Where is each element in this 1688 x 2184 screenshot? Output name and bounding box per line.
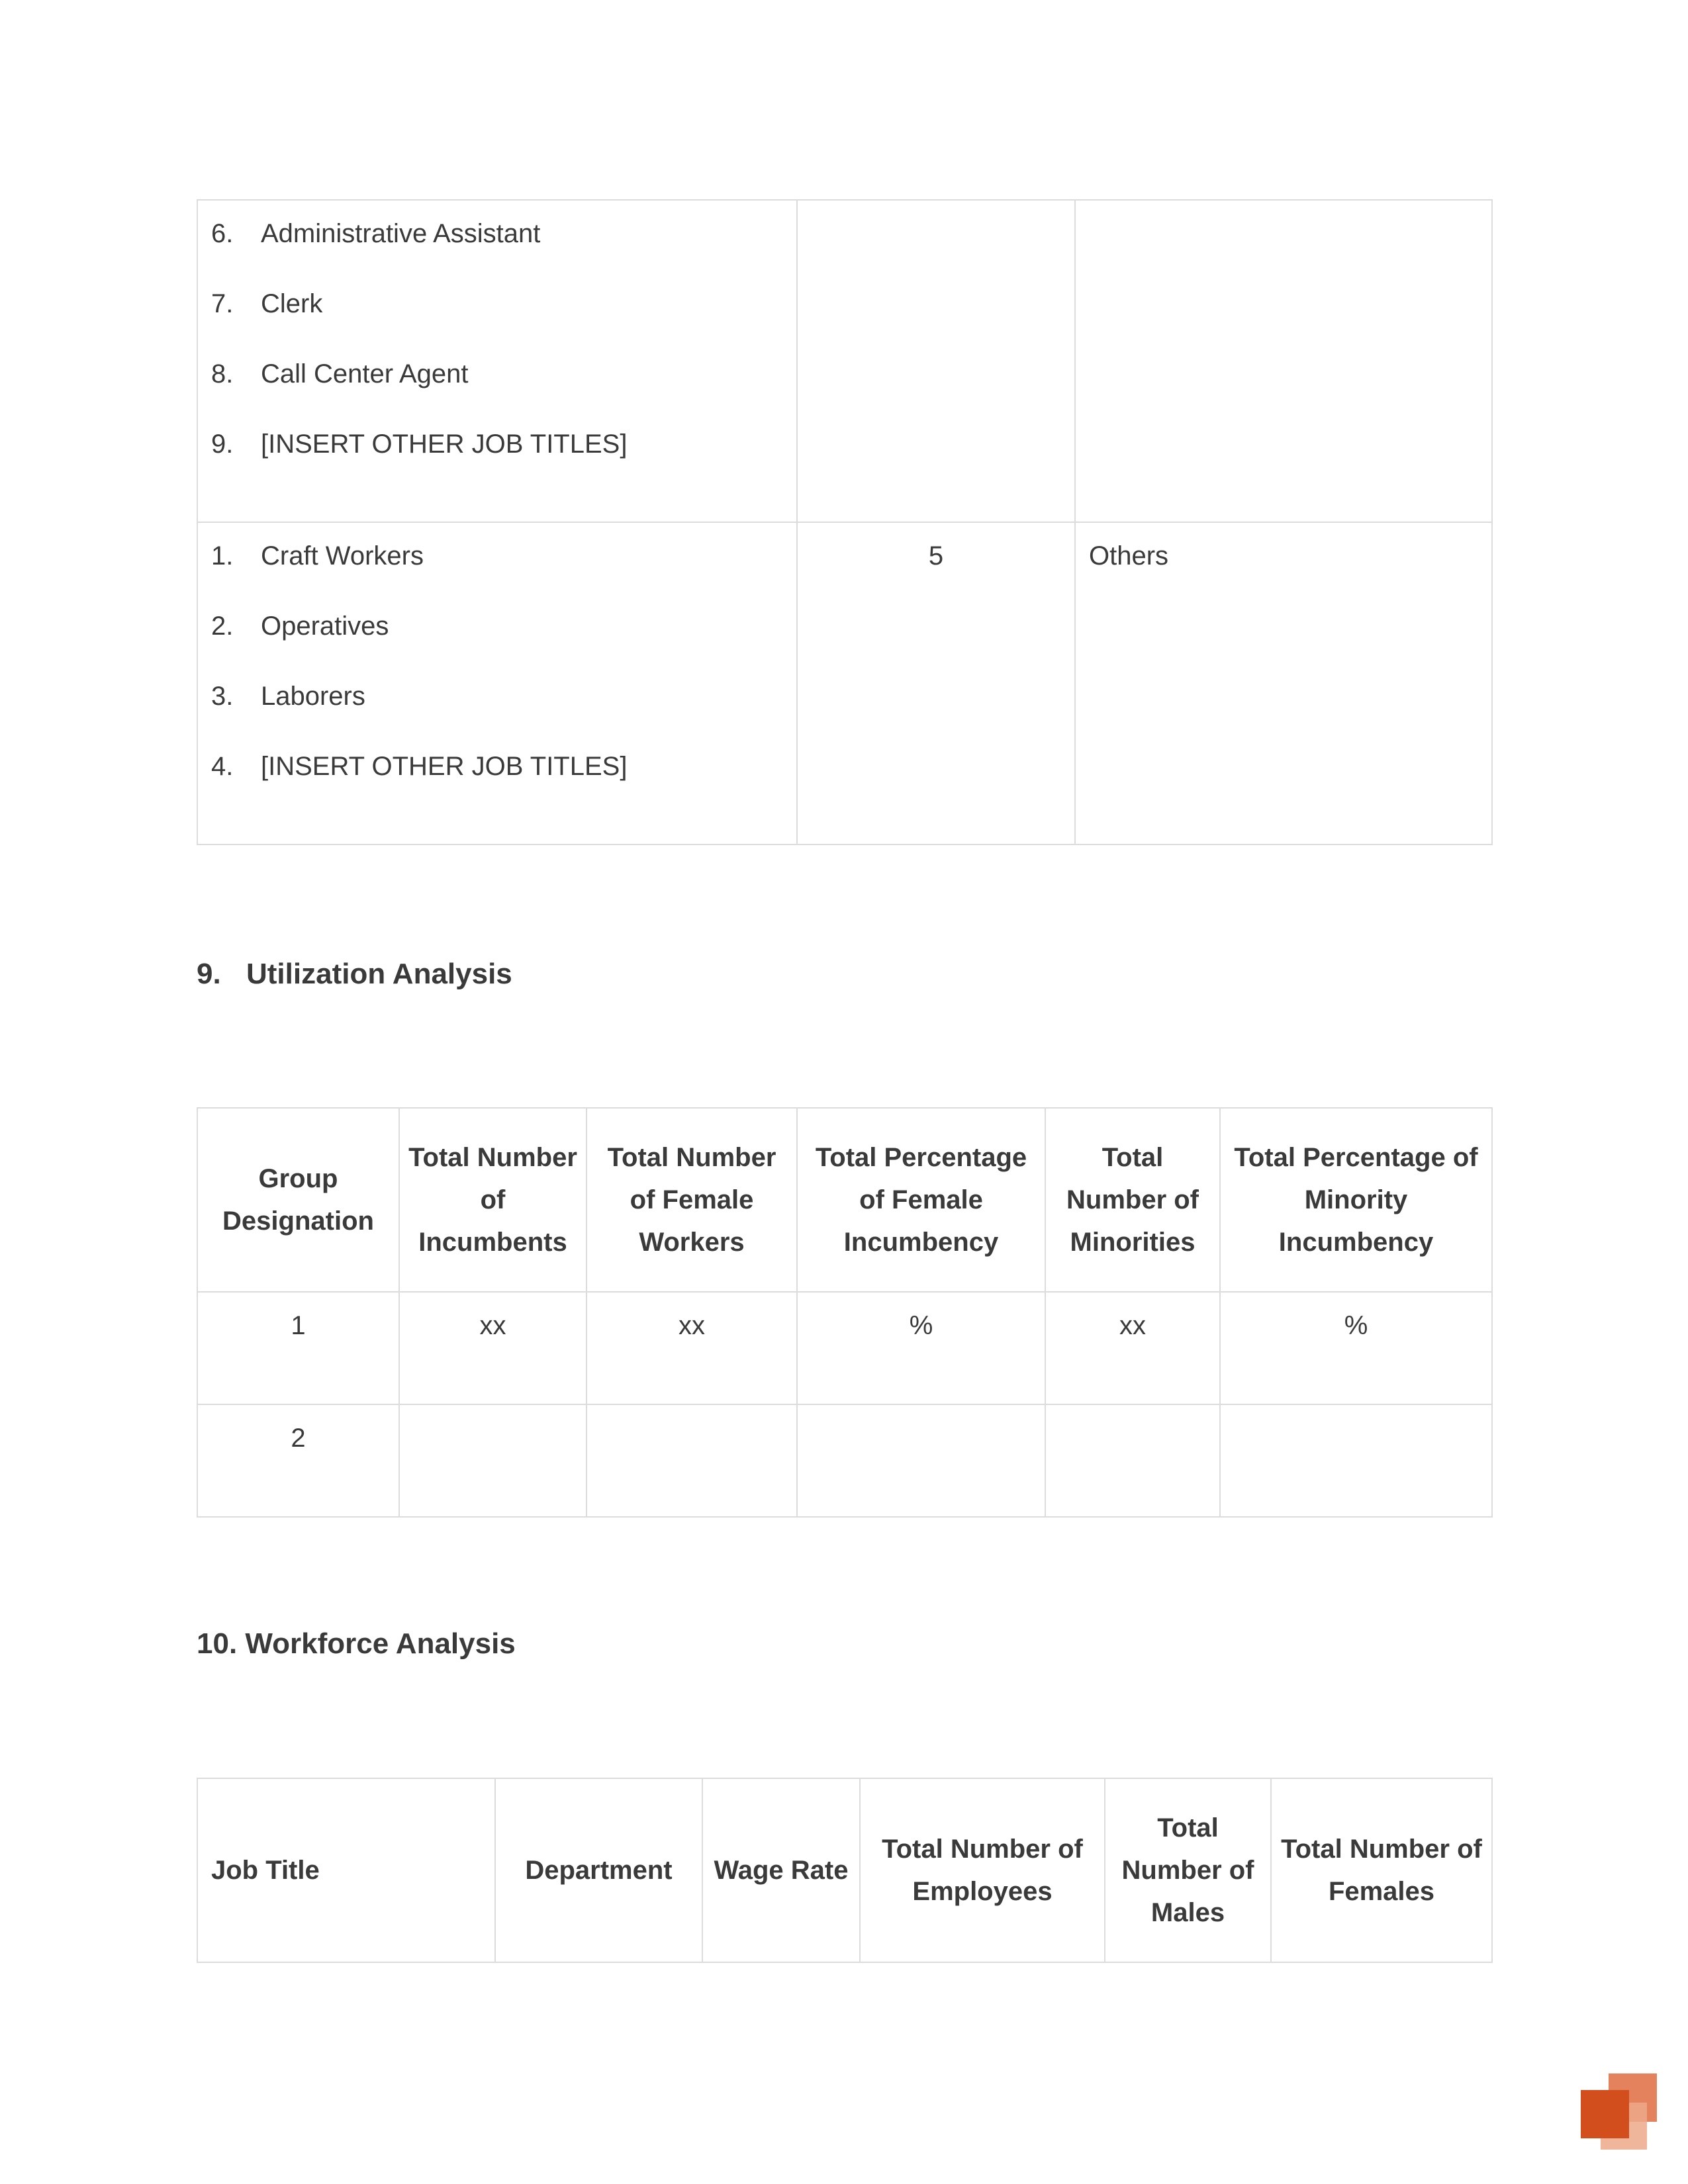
- list-number: 4.: [211, 752, 234, 781]
- job-titles-cell: [197, 522, 797, 844]
- table-row: [197, 1404, 1492, 1517]
- job-title: [INSERT OTHER JOB TITLES]: [261, 430, 628, 459]
- column-header: Job Title: [197, 1778, 495, 1962]
- workforce-heading: [197, 1627, 516, 1661]
- table-cell: %: [797, 1292, 1045, 1404]
- group-category-cell: [1075, 200, 1492, 522]
- job-title-list: [211, 536, 796, 817]
- table-header-row: [197, 1778, 1492, 1962]
- list-number: 3.: [211, 682, 234, 711]
- list-number: 7.: [211, 289, 234, 318]
- list-number: 9.: [211, 430, 234, 459]
- table-cell: xx: [586, 1292, 797, 1404]
- job-title-list: [211, 214, 796, 494]
- table-row: [197, 522, 1492, 844]
- list-item: [211, 536, 796, 606]
- table-cell: 2: [197, 1404, 399, 1517]
- table-row: [197, 200, 1492, 522]
- list-item: [211, 747, 796, 817]
- job-title: Administrative Assistant: [261, 219, 541, 248]
- list-item: [211, 214, 796, 284]
- column-header: Total Number of Minorities: [1045, 1108, 1220, 1292]
- overlapping-squares-logo-icon: [1581, 2073, 1657, 2150]
- table-cell: [1045, 1404, 1220, 1517]
- column-header: Total Number of Incumbents: [399, 1108, 586, 1292]
- column-header: Department: [495, 1778, 702, 1962]
- column-header: Group Designation: [197, 1108, 399, 1292]
- utilization-table: [197, 1107, 1493, 1518]
- job-title: Call Center Agent: [261, 359, 469, 388]
- table-cell: [797, 1404, 1045, 1517]
- section-number: 9.: [197, 958, 221, 990]
- list-number: 2.: [211, 612, 234, 641]
- job-title: [INSERT OTHER JOB TITLES]: [261, 752, 628, 781]
- utilization-heading: [197, 958, 512, 991]
- list-number: 1.: [211, 541, 234, 570]
- section-title: Workforce Analysis: [245, 1627, 516, 1660]
- job-title: Clerk: [261, 289, 323, 318]
- section-number: 10.: [197, 1627, 238, 1660]
- job-title: Laborers: [261, 682, 365, 711]
- list-item: [211, 354, 796, 424]
- group-category-cell: Others: [1075, 522, 1492, 844]
- table-cell: xx: [399, 1292, 586, 1404]
- list-item: [211, 424, 796, 494]
- list-item: [211, 606, 796, 676]
- group-code-cell: [797, 200, 1075, 522]
- table-header-row: [197, 1108, 1492, 1292]
- column-header: Total Number of Females: [1271, 1778, 1492, 1962]
- table-cell: [586, 1404, 797, 1517]
- column-header: Total Number of Employees: [860, 1778, 1105, 1962]
- column-header: Total Number of Males: [1105, 1778, 1271, 1962]
- table-cell: %: [1220, 1292, 1492, 1404]
- column-header: Wage Rate: [702, 1778, 860, 1962]
- group-code-cell: 5: [797, 522, 1075, 844]
- job-groups-table: [197, 199, 1493, 845]
- list-item: [211, 284, 796, 354]
- column-header: Total Number of Female Workers: [586, 1108, 797, 1292]
- column-header: Total Percentage of Minority Incumbency: [1220, 1108, 1492, 1292]
- workforce-table: [197, 1778, 1493, 1963]
- table-cell: 1: [197, 1292, 399, 1404]
- list-number: 6.: [211, 219, 234, 248]
- table-row: [197, 1292, 1492, 1404]
- column-header: Total Percentage of Female Incumbency: [797, 1108, 1045, 1292]
- list-item: [211, 676, 796, 747]
- job-title: Operatives: [261, 612, 389, 641]
- list-number: 8.: [211, 359, 234, 388]
- table-cell: [399, 1404, 586, 1517]
- table-cell: xx: [1045, 1292, 1220, 1404]
- job-titles-cell: [197, 200, 797, 522]
- job-title: Craft Workers: [261, 541, 424, 570]
- table-cell: [1220, 1404, 1492, 1517]
- section-title: Utilization Analysis: [246, 958, 512, 990]
